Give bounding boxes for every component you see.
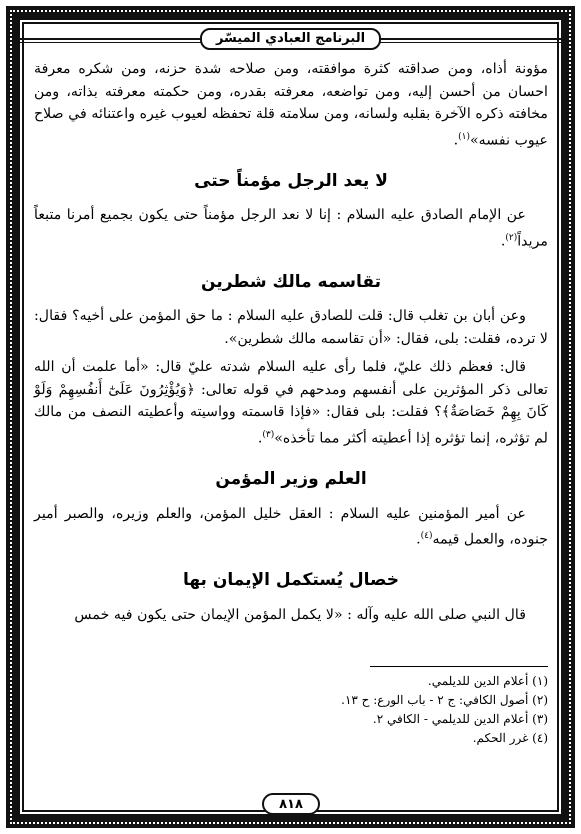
footnotes xyxy=(248,672,548,748)
section-3-text: عن أمير المؤمنين عليه السلام : العقل خليل المؤمن، والعلم وزيره، والصبر أمير جنوده، والعمل قيمه xyxy=(34,505,548,548)
section-4-paragraph: قال النبي صلى الله عليه وآله : «لا يكمل المؤمن الإيمان حتى يكون فيه خمس xyxy=(74,606,526,623)
page-body xyxy=(34,58,548,626)
footnote-4: (٤) غرر الحكم. xyxy=(472,731,548,745)
section-2-paragraph-2 xyxy=(34,356,548,450)
footnote-separator xyxy=(370,666,548,667)
section-3-paragraph xyxy=(34,503,548,552)
section-2-end: . xyxy=(257,430,263,447)
footnote-3: (٣) أعلام الدين للديلمي - الكافي ٢. xyxy=(372,712,548,726)
footnote-ref-3[interactable]: (٣) xyxy=(262,429,275,440)
page-number: ٨١٨ xyxy=(262,793,320,815)
section-1-end: . xyxy=(500,233,506,250)
intro-text: مؤونة أذاه، ومن صداقته كثرة موافقته، ومن صلاحه شدة حزنه، ومن شكره معرفة احسان من أحسن إليه، ومن تواضعه، معرفته بقدره، ومن حكمته معرفته بذاته، ومن مخافته ذكره الآخرة بقلبه ولسانه، ومن سلامته قلة تحفظه لعيوب غيره واعتنائه في صلاح عيوب نفسه» xyxy=(34,61,548,149)
intro-paragraph xyxy=(34,58,548,152)
footnote-ref-2[interactable]: (٢) xyxy=(505,232,518,243)
footnote-ref-1[interactable]: (١) xyxy=(458,131,470,142)
section-heading-3: العلم وزير المؤمن xyxy=(215,469,367,490)
footnote-ref-4[interactable]: (٤) xyxy=(420,531,433,542)
section-3-end: . xyxy=(416,531,421,548)
section-2-paragraph-1: وعن أبان بن تغلب قال: قلت للصادق عليه السلام : ما حق المؤمن على أخيه؟ فقال: لا ترده، فقلت: بلى، فقال: «أن تقاسمه مالك شطرين». xyxy=(34,308,548,347)
section-1-paragraph xyxy=(34,204,548,253)
section-1-text: عن الإمام الصادق عليه السلام : إنا لا نعد الرجل مؤمناً حتى يكون بجميع أمرنا متبعاً مريداً xyxy=(34,207,548,250)
book-title: البرنامج العبادي الميسّر xyxy=(200,28,381,50)
intro-end: . xyxy=(453,132,459,149)
footnote-2: (٢) أصول الكافي: ج ٢ - باب الورع: ح ١٣. xyxy=(341,693,548,707)
footnote-1: (١) أعلام الدين للديلمي. xyxy=(427,674,548,688)
running-header xyxy=(20,26,561,52)
section-heading-4: خصال يُستكمل الإيمان بها xyxy=(182,570,400,591)
section-2-text: قال: فعظم ذلك عليّ، فلما رأى عليه السلام شدته عليّ قال: «أما علمت أن الله تعالى ذكر المؤثرين على أنفسهم ومدحهم في قوله تعالى: ﴿وَيُؤْثِرُونَ عَلَىٰٓ أَنفُسِهِمْ وَلَوْ كَانَ بِهِمْ خَصَاصَةٌ﴾؟ فقلت: بلى فقال: «فإذا قاسمته وواسيته وأعطيته النصف من مالك لم تؤثره، إنما تؤثره إذا أعطيته أكثر مما تأخذه» xyxy=(34,359,548,447)
section-heading-2: تقاسمه مالك شطرين xyxy=(201,271,381,292)
section-heading-1: لا يعد الرجل مؤمناً حتى xyxy=(194,170,388,191)
